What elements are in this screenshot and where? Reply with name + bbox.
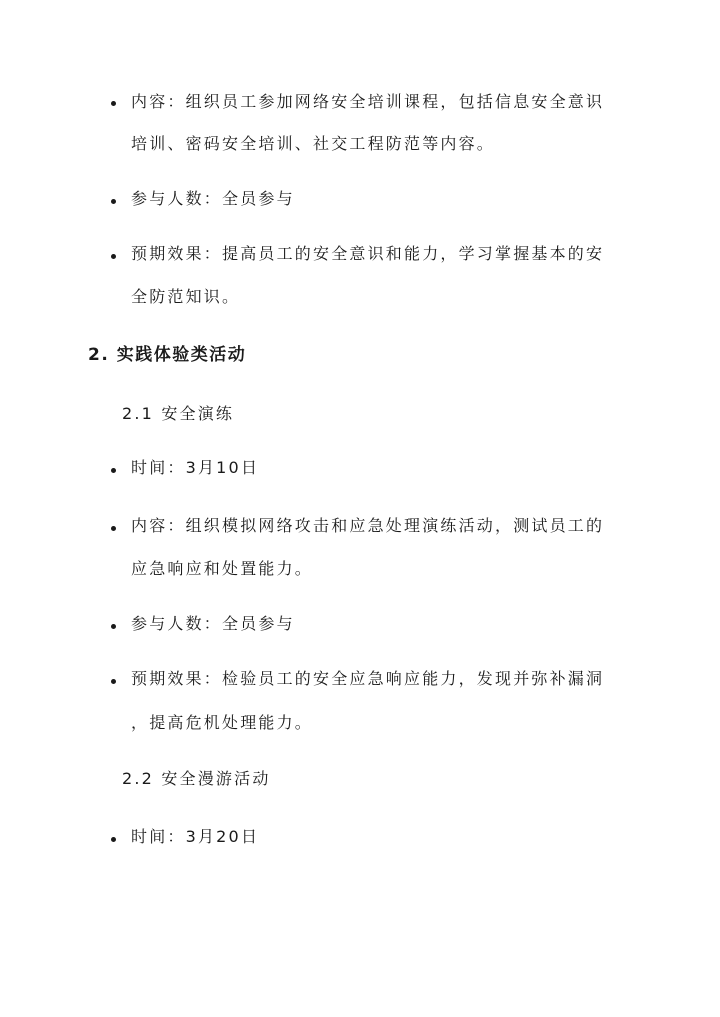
bullet-icon bbox=[111, 199, 116, 204]
subsection-title-drill: 2.1 安全演练 bbox=[122, 404, 235, 423]
drill-participants-text: 参与人数：全员参与 bbox=[131, 614, 295, 633]
drill-content-line1: 内容：组织模拟网络攻击和应急处理演练活动，测试员工的 bbox=[131, 516, 605, 535]
bullet-icon bbox=[111, 101, 116, 106]
effect-text-line1: 预期效果：提高员工的安全意识和能力，学习掌握基本的安 bbox=[131, 244, 605, 263]
bullet-icon bbox=[111, 624, 116, 629]
effect-text-line2: 全防范知识。 bbox=[131, 287, 241, 306]
content-text-line2: 培训、密码安全培训、社交工程防范等内容。 bbox=[131, 134, 496, 153]
bullet-icon bbox=[111, 679, 116, 684]
drill-effect-line1: 预期效果：检验员工的安全应急响应能力，发现并弥补漏洞 bbox=[131, 669, 605, 688]
drill-content-line2: 应急响应和处置能力。 bbox=[131, 559, 314, 578]
drill-effect-line2: ，提高危机处理能力。 bbox=[131, 713, 314, 732]
participants-text: 参与人数：全员参与 bbox=[131, 189, 295, 208]
section-heading: 2. 实践体验类活动 bbox=[88, 345, 247, 365]
content-text-line1: 内容：组织员工参加网络安全培训课程，包括信息安全意识 bbox=[131, 92, 605, 111]
bullet-icon bbox=[111, 837, 116, 842]
bullet-icon bbox=[111, 254, 116, 259]
bullet-icon bbox=[111, 468, 116, 473]
bullet-icon bbox=[111, 526, 116, 531]
drill-time-text: 时间：3月10日 bbox=[131, 458, 260, 477]
subsection-title-roam: 2.2 安全漫游活动 bbox=[122, 769, 271, 788]
roam-time-text: 时间：3月20日 bbox=[131, 827, 260, 846]
